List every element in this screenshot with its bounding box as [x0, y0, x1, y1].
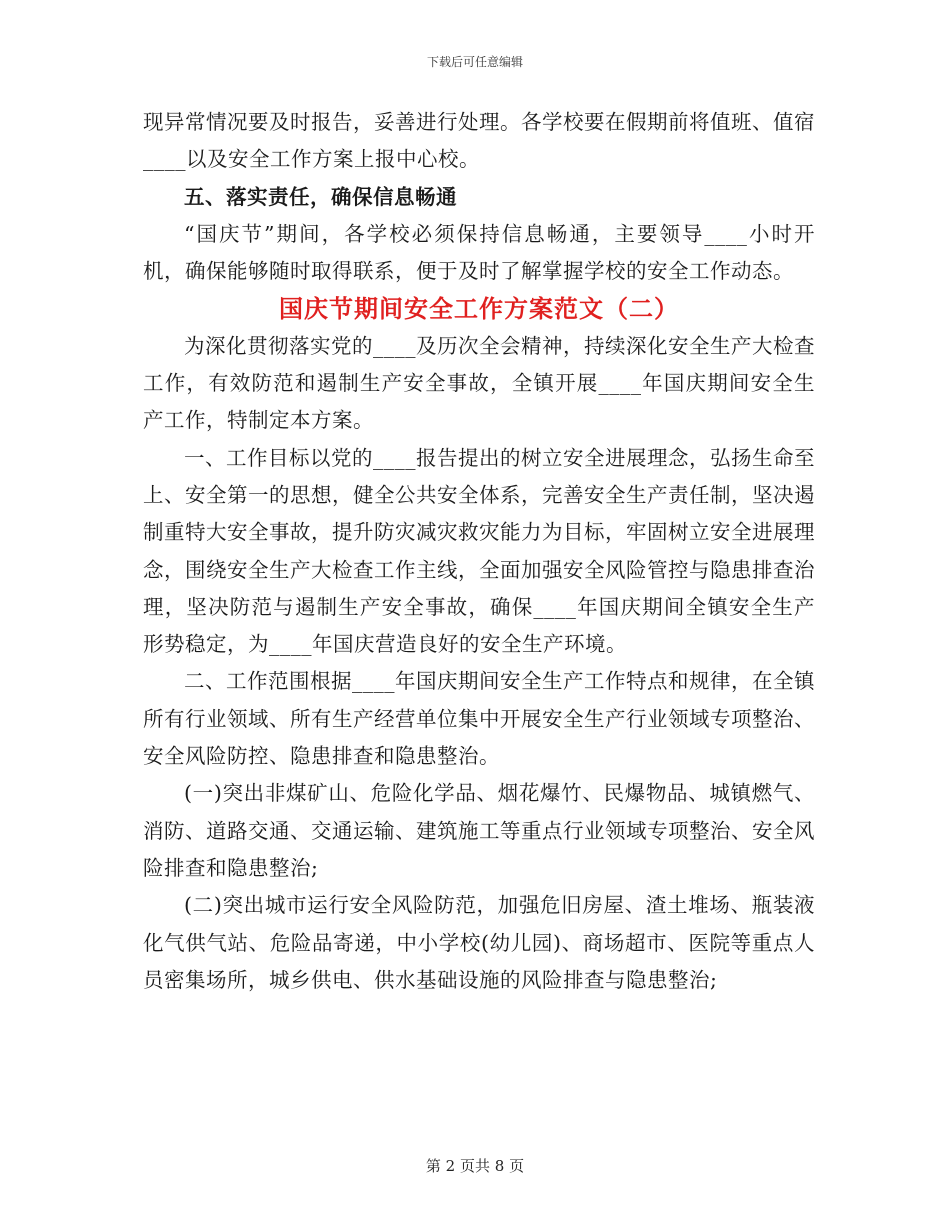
- paragraph-work-goal: 一、工作目标以党的____报告提出的树立安全进展理念，弘扬生命至上、安全第一的思想，健全公共安全体系，完善安全生产责任制，坚决遏制重特大安全事故，提升防灾减灾救灾能力为目标，牢固树立安全进展理念，围绕安全生产大检查工作主线，全面加强安全风险管控与隐患排查治理，坚决防范与遏制生产安全事故，确保____年国庆期间全镇安全生产形势稳定，为____年国庆营造良好的安全生产环境。: [143, 445, 815, 657]
- document-title: 国庆节期间安全工作方案范文（二）: [279, 294, 679, 324]
- page-header: 下载后可任意编辑: [426, 55, 523, 69]
- section-heading-five: 五、落实责任，确保信息畅通: [184, 184, 457, 209]
- paragraph-continued: 现异常情况要及时报告，妥善进行处理。各学校要在假期前将值班、值宿____以及安全工作方案上报中心校。: [143, 110, 815, 172]
- paragraph-work-scope: 二、工作范围根据____年国庆期间安全生产工作特点和规律，在全镇所有行业领域、所有生产经营单位集中开展安全生产行业领域专项整治、安全风险防控、隐患排查和隐患整治。: [143, 669, 815, 769]
- paragraph-item-one: (一)突出非煤矿山、危险化学品、烟花爆竹、民爆物品、城镇燃气、消防、道路交通、交通运输、建筑施工等重点行业领域专项整治、安全风险排查和隐患整治;: [143, 781, 815, 880]
- page-footer: 第 2 页共 8 页: [425, 1157, 525, 1175]
- document-body: [143, 104, 815, 999]
- paragraph-intro: 为深化贯彻落实党的____及历次全会精神，持续深化安全生产大检查工作，有效防范和遏制生产安全事故，全镇开展____年国庆期间安全生产工作，特制定本方案。: [143, 333, 815, 433]
- paragraph-item-two: (二)突出城市运行安全风险防范，加强危旧房屋、渣土堆场、瓶装液化气供气站、危险品寄递，中小学校(幼儿园)、商场超市、医院等重点人员密集场所，城乡供电、供水基础设施的风险排查与隐患整治;: [143, 893, 815, 992]
- paragraph-national-day-contact: “国庆节”期间，各学校必须保持信息畅通，主要领导____小时开机，确保能够随时取得联系，便于及时了解掌握学校的安全工作动态。: [143, 221, 815, 284]
